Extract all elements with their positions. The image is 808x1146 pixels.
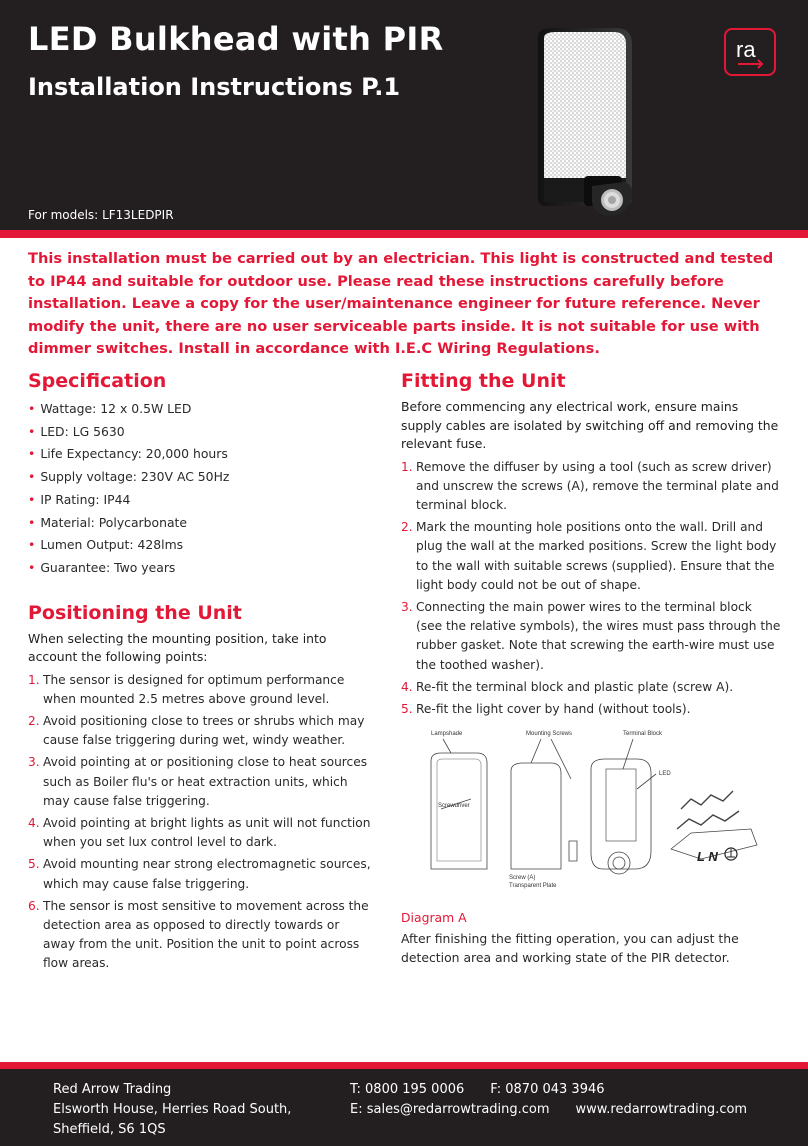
positioning-step: 6. The sensor is most sensitive to movement across the detection area as opposed to directly towards or away from the unit. Position the unit to point across flow areas. <box>28 898 369 971</box>
address-line-2: Sheffield, S6 1QS <box>53 1122 166 1137</box>
spec-item: • Life Expectancy: 20,000 hours <box>28 446 228 462</box>
footer <box>0 1069 808 1146</box>
label-screwdriver: Screwdriver <box>438 803 470 810</box>
positioning-lead: When selecting the mounting position, take into account the following points: <box>28 630 327 665</box>
company-name: Red Arrow Trading <box>53 1082 172 1097</box>
product-image <box>528 26 656 228</box>
terminal-symbols: L N <box>697 849 718 865</box>
installation-diagram <box>401 729 771 899</box>
page-subtitle: Installation Instructions P.1 <box>28 73 401 101</box>
models-line <box>28 208 174 222</box>
fax-number: F: 0870 043 3946 <box>490 1082 605 1097</box>
spec-item: • Lumen Output: 428lms <box>28 537 184 553</box>
fitting-step: 4. Re-fit the terminal block and plastic plate (screw A). <box>401 679 734 694</box>
footer-red-bar <box>0 1062 808 1069</box>
fitting-step: 3. Connecting the main power wires to the terminal block (see the relative symbols), the wires must pass through the rubber gasket. Note that screwing the earth-wire must use the toothed washer). <box>401 599 781 672</box>
spec-item: • IP Rating: IP44 <box>28 491 131 507</box>
spec-item: • Wattage: 12 x 0.5W LED <box>28 401 192 416</box>
spec-item: • Material: Polycarbonate <box>28 514 188 530</box>
spec-item: • LED: LG 5630 <box>28 423 125 439</box>
fitting-step: 2. Mark the mounting hole positions onto the wall. Drill and plug the wall at the marked positions. Screw the light body to the wall with suitable screws (supplied). Ensure that the light body could not be out of shape. <box>401 520 777 592</box>
fitting-lead: Before commencing any electrical work, ensure mains supply cables are isolated by switching off and removing the relevant fuse. <box>401 399 779 451</box>
right-column <box>401 368 781 967</box>
specification-heading: Specification <box>28 370 167 392</box>
positioning-step: 2. Avoid positioning close to trees or shrubs which may cause false triggering during wet, windy weather. <box>28 714 365 748</box>
intro-warning: This installation must be carried out by an electrician. This light is constructed and tested to IP44 and suitable for outdoor use. Please read these instructions carefully before installation. Leave a copy for the user/maintenance engineer for future reference. Never modify the unit, there are no user serviceable parts inside. It is not suitable for use with dimmer switches. Install in accordance with I.E.C Wiring Regulations. <box>28 250 774 357</box>
fitting-steps <box>401 458 781 720</box>
label-led: LED <box>659 771 671 778</box>
fitting-step: 5. Re-fit the light cover by hand (without tools). <box>401 701 691 716</box>
diagram-caption: Diagram A <box>401 910 467 926</box>
company-logo <box>724 28 776 76</box>
footer-address <box>53 1080 291 1140</box>
positioning-step: 4. Avoid pointing at bright lights as unit will not function when you set lux control level to dark. <box>28 816 371 850</box>
phone-number: T: 0800 195 0006 <box>350 1082 465 1097</box>
email-link[interactable]: E: sales@redarrowtrading.com <box>350 1102 550 1117</box>
svg-text:ra: ra <box>736 37 756 62</box>
positioning-step: 1. The sensor is designed for optimum performance when mounted 2.5 metres above ground level. <box>28 672 345 706</box>
header-red-bar <box>0 230 808 238</box>
label-mounting-screws: Mounting Screws <box>526 731 573 738</box>
footer-contact <box>350 1080 747 1120</box>
positioning-step: 5. Avoid mounting near strong electromagnetic sources, which may cause false triggering. <box>28 857 371 891</box>
positioning-heading: Positioning the Unit <box>28 601 242 624</box>
header-banner <box>0 0 808 230</box>
address-line-1: Elsworth House, Herries Road South, <box>53 1102 292 1117</box>
label-transparent-plate: Transparent Plate <box>509 883 557 890</box>
label-terminal-block: Terminal Block <box>623 731 663 738</box>
fitting-heading: Fitting the Unit <box>401 370 566 392</box>
models-label: For models: <box>28 208 99 222</box>
positioning-steps <box>28 671 373 974</box>
website-link[interactable]: www.redarrowtrading.com <box>575 1102 748 1117</box>
fitting-step: 1. Remove the diffuser by using a tool (such as screw driver) and unscrew the screws (A), remove the terminal plate and terminal block. <box>401 459 779 512</box>
label-screw-a: Screw (A) <box>509 875 536 882</box>
page-title: LED Bulkhead with PIR <box>28 20 444 58</box>
left-column <box>28 368 373 977</box>
specification-list <box>28 398 373 580</box>
positioning-step: 3. Avoid pointing at or positioning close to heat sources such as Boiler flu's or heat extraction units, which may cause false triggering. <box>28 755 368 808</box>
label-lampshade: Lampshade <box>431 731 463 738</box>
spec-item: • Supply voltage: 230V AC 50Hz <box>28 469 230 485</box>
model-code: LF13LEDPIR <box>102 208 174 222</box>
after-fitting-text: After finishing the fitting operation, you can adjust the detection area and working state of the PIR detector. <box>401 931 739 966</box>
spec-item: • Guarantee: Two years <box>28 559 176 575</box>
